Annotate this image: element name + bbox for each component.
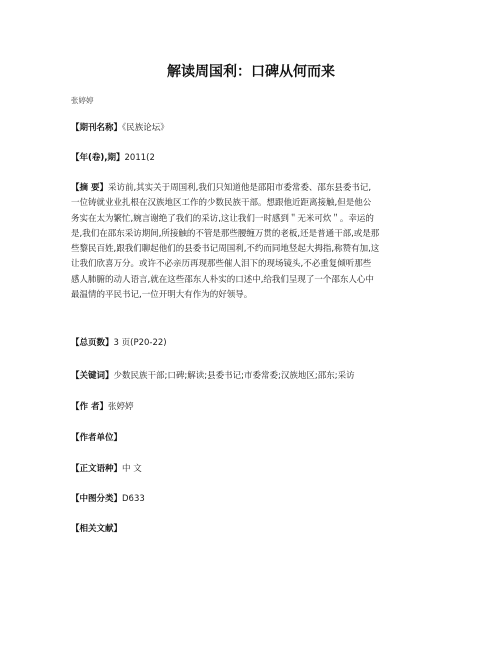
author-field — [71, 400, 435, 415]
author-label: 【作 者】 — [71, 402, 108, 412]
classification-value: D633 — [122, 494, 145, 504]
keywords-field — [71, 369, 435, 384]
abstract-line — [71, 181, 435, 196]
abstract-line: 一位铸就业业扎根在汉族地区工作的少数民族干部。想跟他近距离接触,但是他公 — [71, 198, 372, 209]
pages-value: 3 页(P20-22) — [113, 338, 167, 348]
classification-field — [71, 492, 435, 507]
author-value: 张婷婷 — [107, 402, 134, 412]
year-issue-field — [71, 151, 435, 166]
abstract-line: 些黎民百姓,跟我们聊起他们的县委书记周国利,不约而同地竖起大拇指,称赞有加,这 — [71, 244, 380, 255]
abstract-line: 务实在太为繁忙,婉言谢绝了我们的采访,这让我们一时感到＂无米可炊＂。幸运的 — [71, 213, 374, 224]
journal-field — [71, 121, 435, 136]
pages-field — [71, 336, 435, 351]
language-value: 中 文 — [122, 464, 142, 474]
year-issue-value: 2011(2 — [124, 153, 155, 163]
abstract-line: 最温情的平民书记,一位开明大有作为的好领导。 — [71, 290, 253, 301]
keywords-label: 【关键词】 — [71, 371, 114, 381]
related-field — [71, 522, 435, 537]
abstract-label: 【摘 要】 — [71, 183, 108, 193]
author-byline: 张婷婷 — [71, 96, 94, 105]
language-field — [71, 462, 435, 477]
abstract-text: 采访前,其实关于周国利,我们只知道他是邵阳市委常委、邵东县委书记, — [107, 183, 372, 193]
pages-label: 【总页数】 — [71, 338, 114, 348]
article-title: 解读周国利：口碑从何而来 — [167, 64, 335, 80]
year-issue-label: 【年(卷),期】 — [71, 153, 125, 163]
abstract-line: 是,我们在邵东采访期间,所接触的不管是那些腰缠万贯的老板,还是普通干部,或是那 — [71, 228, 380, 239]
affiliation-field — [71, 431, 435, 446]
journal-value: 《民族论坛》 — [122, 123, 169, 133]
language-label: 【正文语种】 — [71, 464, 123, 474]
abstract-field — [71, 181, 435, 303]
classification-label: 【中图分类】 — [71, 494, 123, 504]
related-label: 【相关文献】 — [71, 524, 123, 534]
keywords-value: 少数民族干部;口碑;解读;县委书记;市委常委;汉族地区;邵东;采访 — [113, 371, 355, 381]
affiliation-label: 【作者单位】 — [71, 433, 123, 443]
journal-label: 【期刊名称】 — [71, 123, 123, 133]
abstract-line: 感人肺腑的动人语言,就在这些邵东人朴实的口述中,给我们呈现了一个邵东人心中 — [71, 274, 374, 285]
abstract-line: 让我们欣喜万分。或许不必亲历再现那些催人泪下的现场镜头,不必重复倾听那些 — [71, 259, 372, 270]
